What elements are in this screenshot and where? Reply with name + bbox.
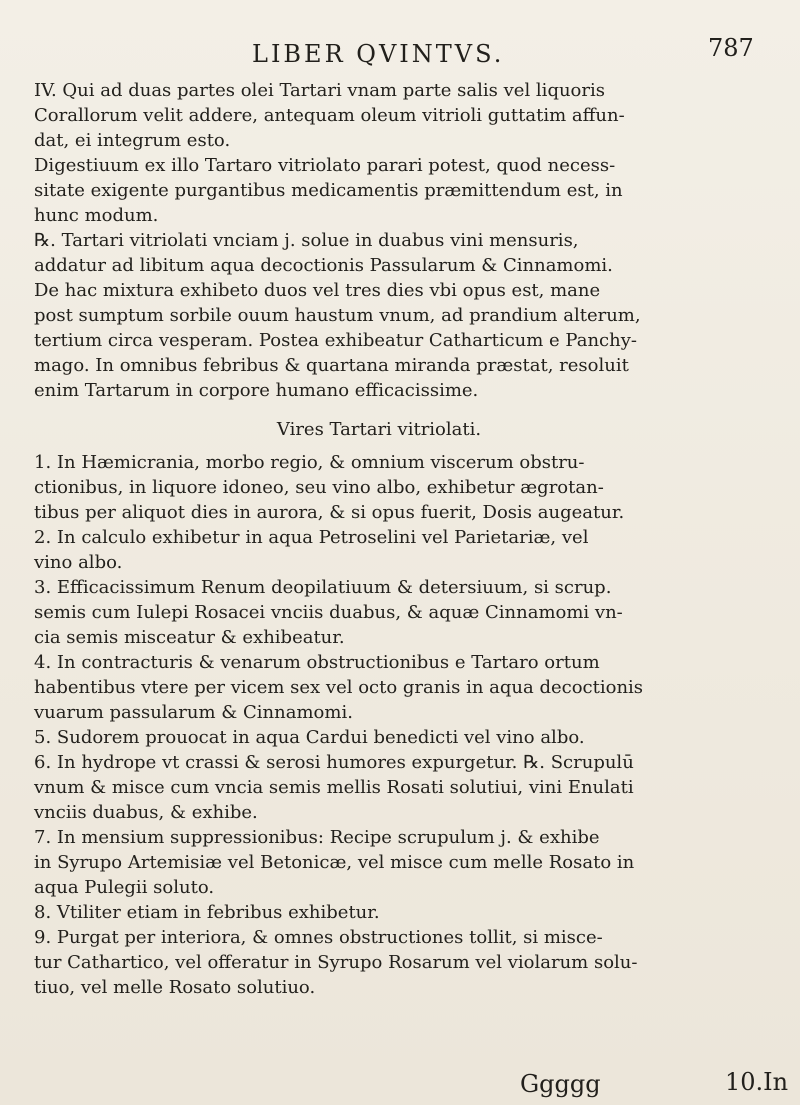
catchword: 10.In [725, 1068, 789, 1096]
text-line: vnciis duabus, & exhibe. [34, 802, 258, 823]
text-line: tibus per aliquot dies in aurora, & si opus fuerit, Dosis augeatur. [34, 502, 625, 523]
text-line: 6. In hydrope vt crassi & serosi humores expurgetur. ℞. Scrupulū [34, 752, 634, 773]
text-line: IV. Qui ad duas partes olei Tartari vnam parte salis vel liquoris [34, 80, 605, 101]
text-line: ctionibus, in liquore idoneo, seu vino albo, exhibetur ægrotan- [34, 477, 604, 498]
text-line: mago. In omnibus febribus & quartana miranda præstat, resoluit [34, 355, 629, 376]
text-line: cia semis misceatur & exhibeatur. [34, 627, 345, 648]
text-line: 5. Sudorem prouocat in aqua Cardui benedicti vel vino albo. [34, 727, 585, 748]
text-line: De hac mixtura exhibeto duos vel tres dies vbi opus est, mane [34, 280, 601, 301]
text-line: enim Tartarum in corpore humano efficacissime. [34, 380, 479, 401]
text-line: sitate exigente purgantibus medicamentis præmittendum est, in [34, 180, 623, 201]
text-line: habentibus vtere per vicem sex vel octo granis in aqua decoctionis [34, 677, 644, 698]
text-line: vino albo. [34, 552, 123, 573]
text-line: 3. Efficacissimum Renum deopilatiuum & detersiuum, si scrup. [34, 577, 612, 598]
text-line: Digestiuum ex illo Tartaro vitriolato parari potest, quod necess- [34, 155, 616, 176]
text-line: 4. In contracturis & venarum obstructionibus e Tartaro ortum [34, 652, 600, 673]
text-line: dat, ei integrum esto. [34, 130, 231, 151]
text-line: in Syrupo Artemisiæ vel Betonicæ, vel misce cum melle Rosato in [34, 852, 635, 873]
text-line: 8. Vtiliter etiam in febribus exhibetur. [34, 902, 380, 923]
page-number: 787 [708, 34, 754, 62]
signature-mark: Ggggg [520, 1070, 601, 1098]
text-line: hunc modum. [34, 205, 159, 226]
text-line: 7. In mensium suppressionibus: Recipe scrupulum j. & exhibe [34, 827, 600, 848]
page-header [0, 0, 800, 68]
main-text [34, 78, 724, 1014]
paragraph-1 [34, 78, 724, 403]
text-line: ℞. Tartari vitriolati vnciam j. solue in duabus vini mensuris, [34, 230, 579, 251]
text-line: aqua Pulegii soluto. [34, 877, 215, 898]
text-line: addatur ad libitum aqua decoctionis Passularum & Cinnamomi. [34, 255, 613, 276]
text-line: 9. Purgat per interiora, & omnes obstructiones tollit, si misce- [34, 927, 603, 948]
section-heading: Vires Tartari vitriolati. [276, 419, 482, 440]
text-line: tertium circa vesperam. Postea exhibeatur Catharticum e Panchy- [34, 330, 637, 351]
text-line: vnum & misce cum vncia semis mellis Rosati solutiui, vini Enulati [34, 777, 634, 798]
running-head: LIBER QVINTVS. [252, 40, 505, 68]
text-line: tiuo, vel melle Rosato solutiuo. [34, 977, 316, 998]
text-line: vuarum passularum & Cinnamomi. [34, 702, 353, 723]
text-line: 1. In Hæmicrania, morbo regio, & omnium viscerum obstru- [34, 452, 585, 473]
text-line: post sumptum sorbile ouum haustum vnum, ad prandium alterum, [34, 305, 641, 326]
text-line: 2. In calculo exhibetur in aqua Petroselini vel Parietariæ, vel [34, 527, 589, 548]
text-line: Corallorum velit addere, antequam oleum vitrioli guttatim affun- [34, 105, 625, 126]
paragraph-2 [34, 450, 724, 1000]
text-line: semis cum Iulepi Rosacei vnciis duabus, & aquæ Cinnamomi vn- [34, 602, 623, 623]
text-line: tur Cathartico, vel offeratur in Syrupo Rosarum vel violarum solu- [34, 952, 638, 973]
